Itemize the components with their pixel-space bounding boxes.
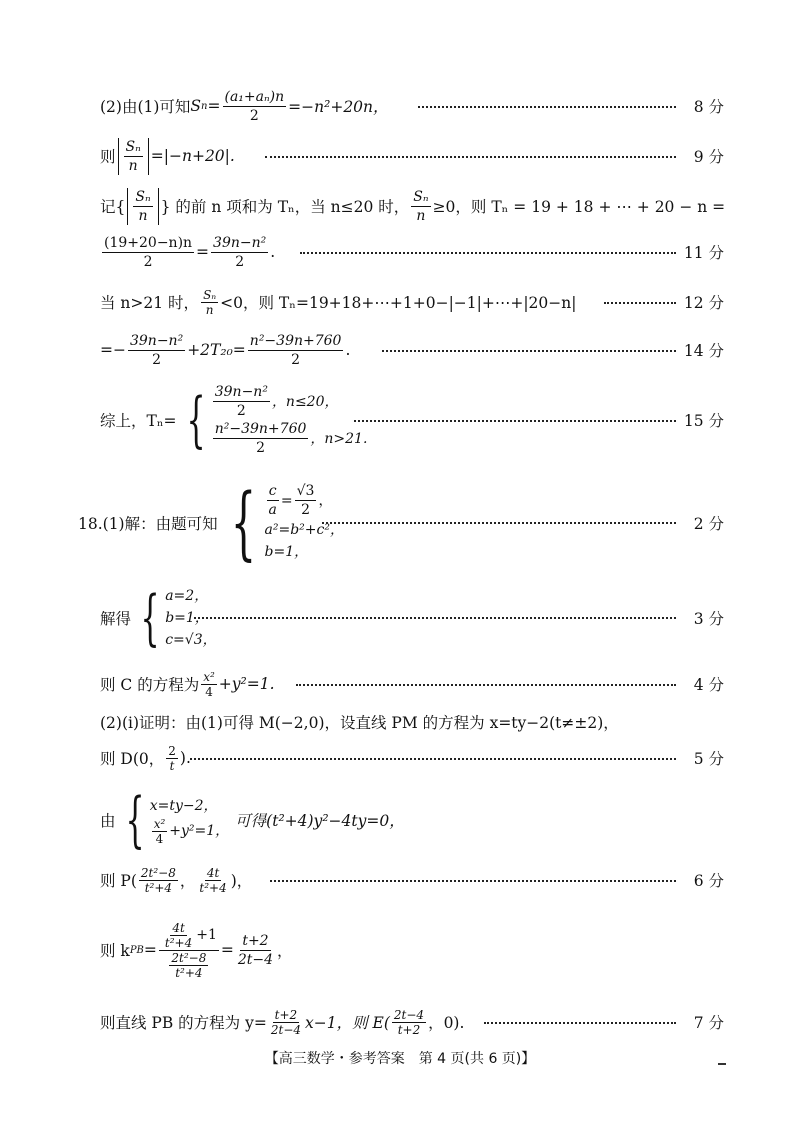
score-label: 7 分: [693, 1014, 724, 1032]
fraction: [211, 234, 268, 271]
fraction: [236, 932, 275, 969]
numerator: Sₙ: [203, 287, 217, 302]
denominator: a: [268, 502, 277, 518]
score-label: 11 分: [683, 244, 724, 262]
fraction: [392, 1008, 426, 1037]
leader-dots: [194, 617, 676, 619]
equals: =: [196, 243, 210, 261]
denominator: t²+4: [144, 880, 173, 895]
fraction: [411, 188, 430, 225]
compound-denominator: [165, 951, 212, 980]
solution-line-3: [0, 184, 800, 228]
solution-line-14: [0, 858, 800, 902]
solution-line-4: [0, 230, 800, 274]
denominator: 2: [291, 351, 301, 368]
leader-dots: [354, 420, 676, 422]
leader-dots: [322, 522, 676, 524]
page-footer: 【高三数学・参考答案 第 4 页(共 6 页)】: [264, 1051, 536, 1067]
text: 当 n>21 时，: [100, 294, 200, 312]
denominator: 4: [155, 831, 164, 846]
denominator: 2: [152, 351, 162, 368]
fraction: [269, 1008, 303, 1037]
fraction: [128, 332, 185, 369]
brace-symbol: {: [230, 475, 256, 569]
fraction: [152, 817, 168, 846]
text: ).: [179, 749, 191, 767]
equals: =: [207, 97, 221, 115]
denominator: n: [138, 207, 148, 224]
numerator: 2t²−8: [140, 865, 176, 880]
denominator: 2: [301, 502, 310, 518]
period: .: [345, 341, 351, 359]
period: .: [270, 243, 276, 261]
text: ≥0，则 Tₙ = 19 + 18 + ⋯ + 20 − n =: [432, 198, 726, 216]
text: 则 k: [100, 942, 130, 960]
expression: +2T₂₀=: [187, 341, 246, 359]
text: =−: [100, 341, 126, 359]
denominator: t²+4: [199, 880, 227, 895]
fraction: [248, 332, 344, 369]
solution-line-16: [0, 1000, 800, 1044]
denominator: 2: [236, 403, 246, 419]
denominator: n: [128, 157, 138, 174]
numerator: n²−39n+760: [214, 421, 307, 437]
fraction: [201, 288, 218, 317]
fraction: [133, 188, 152, 225]
comma: ，: [318, 492, 333, 509]
equation-1: x=ty−2，: [149, 797, 218, 814]
text: 记{: [100, 198, 126, 216]
fraction: [163, 921, 194, 950]
leader-dots: [296, 684, 676, 686]
fraction: [213, 420, 309, 457]
text: 则 C 的方程为: [100, 676, 200, 694]
numerator: (19+20−n)n: [104, 234, 193, 251]
numerator: Sₙ: [413, 188, 429, 205]
leader-dots: [484, 1022, 676, 1024]
leader-dots: [190, 758, 676, 760]
case-1: [211, 383, 368, 420]
text: 综上，Tₙ=: [100, 412, 177, 430]
condition: ，n>21.: [310, 430, 368, 447]
score-label: 2 分: [693, 514, 724, 533]
denominator: 2: [249, 107, 259, 124]
equals: =: [143, 941, 157, 959]
numerator: x²: [153, 816, 166, 831]
text: 解得: [100, 609, 132, 628]
solution-line-9: [0, 575, 800, 660]
equations: [150, 795, 229, 846]
numerator: x²: [203, 669, 215, 684]
solution-c: c=√3，: [165, 631, 217, 648]
denominator: t+2: [397, 1022, 421, 1037]
text: } 的前 n 项和为 Tₙ，当 n≤20 时，: [160, 198, 410, 216]
expression: =−n²+20n，: [288, 98, 389, 116]
numerator: 4t: [206, 865, 220, 880]
expression: +y²=1，: [169, 823, 230, 839]
text: 则: [100, 148, 116, 166]
numerator: (a₁+aₙ)n: [224, 88, 285, 105]
denominator: n: [416, 207, 426, 224]
numerator: Sₙ: [125, 138, 141, 155]
comma: ，: [179, 872, 196, 890]
score-label: 14 分: [683, 342, 724, 360]
numerator: t+2: [274, 1007, 298, 1022]
numerator: 39n−n²: [213, 234, 267, 251]
solution-line-7: [0, 375, 800, 465]
fraction: [102, 234, 194, 271]
text: )，: [230, 872, 253, 890]
numerator: 39n−n²: [129, 332, 184, 349]
comma: ，: [277, 942, 293, 960]
score-label: 8 分: [693, 98, 724, 116]
fraction: [201, 670, 217, 699]
solution-line-15: [0, 910, 800, 990]
solution-line-5: [0, 280, 800, 324]
absolute-value: [118, 138, 149, 175]
expression: +y²=1.: [218, 675, 275, 693]
fraction: [169, 951, 208, 980]
expression: =|−n+20|.: [150, 147, 235, 165]
piecewise-brace: [177, 383, 368, 457]
case-2: [211, 420, 368, 457]
fraction: [124, 138, 143, 175]
fraction: [295, 482, 317, 519]
numerator: √3: [296, 483, 315, 499]
text: 18.(1)解：由题可知: [78, 514, 218, 533]
brace-symbol: {: [125, 785, 145, 855]
denominator: 2: [143, 253, 153, 270]
denominator: t: [169, 758, 175, 773]
fraction: [139, 866, 178, 895]
numerator: n²−39n+760: [249, 332, 342, 349]
text: 则 P(: [100, 872, 137, 890]
numerator: t+2: [242, 932, 269, 949]
score-label: 9 分: [693, 148, 724, 166]
numerator: 2: [168, 743, 176, 758]
equation-2: [150, 817, 229, 846]
fraction: [197, 866, 228, 895]
solution-line-2: [0, 134, 800, 178]
denominator: t²+4: [164, 935, 193, 950]
solution-line-1: [0, 84, 800, 128]
numerator: 2t²−8: [171, 950, 207, 965]
score-label: 5 分: [693, 750, 724, 768]
score-label: 3 分: [693, 609, 724, 628]
expression: +1: [196, 927, 217, 943]
fraction: [223, 88, 287, 125]
score-label: 4 分: [693, 676, 724, 694]
solution-line-6: [0, 328, 800, 372]
compound-numerator: [159, 921, 219, 951]
equals: =: [280, 492, 293, 509]
leader-dots: [418, 106, 676, 108]
text: (2)(ⅰ)证明：由(1)可得 M(−2,0)，设直线 PM 的方程为 x=ty−2(t≠±2)，: [100, 714, 619, 732]
cases: [211, 383, 368, 457]
denominator: 2: [235, 253, 245, 270]
text: 则直线 PB 的方程为 y=: [100, 1014, 267, 1032]
leader-dots: [382, 350, 676, 352]
numerator: 39n−n²: [214, 384, 268, 400]
solution-b: b=1，: [165, 609, 209, 626]
numerator: Sₙ: [135, 188, 151, 205]
score-label: 15 分: [683, 412, 724, 430]
system-brace: [116, 785, 230, 855]
absolute-value: [127, 188, 158, 225]
text: 由: [100, 812, 116, 830]
leader-dots: [265, 156, 676, 158]
equation-3: b=1，: [264, 544, 309, 560]
denominator: 4: [205, 684, 213, 699]
solution-a: a=2，: [165, 587, 209, 604]
fraction: [267, 482, 279, 519]
numerator: c: [268, 483, 277, 499]
expression: <0，则 Tₙ=19+18+⋯+1+0−|−1|+⋯+|20−n|: [220, 294, 577, 312]
solution-line-12: [0, 736, 800, 780]
denominator: 2: [256, 440, 266, 456]
fraction: [166, 744, 178, 773]
fraction: [213, 383, 270, 420]
numerator: 4t: [172, 920, 185, 935]
expression: 可得(t²+4)y²−4ty=0，: [235, 812, 405, 830]
subscript: n: [201, 100, 208, 112]
expression: x−1，则 E(: [305, 1014, 390, 1032]
leader-dots: [270, 880, 676, 882]
denominator: 2t−4: [270, 1022, 302, 1037]
condition: ，n≤20，: [271, 393, 339, 410]
denominator: 2t−4: [237, 951, 274, 968]
text: (2)由(1)可知: [100, 98, 191, 116]
solution-line-8: [0, 475, 800, 570]
text: 则 D(0，: [100, 750, 165, 768]
solution-line-13: [0, 780, 800, 860]
numerator: 2t−4: [393, 1007, 425, 1022]
leader-dots: [604, 302, 676, 304]
subscript: PB: [129, 944, 144, 956]
text: ，0).: [428, 1014, 465, 1032]
score-label: 6 分: [693, 872, 724, 890]
equals: =: [220, 941, 234, 959]
denominator: t²+4: [175, 965, 203, 980]
denominator: n: [205, 302, 214, 317]
brace-symbol: {: [186, 385, 206, 455]
equation-2: a²=b²+c²，: [264, 522, 344, 538]
corner-mark: [718, 1063, 726, 1065]
equation-1: [265, 482, 344, 519]
leader-dots: [300, 252, 676, 254]
score-label: 12 分: [683, 294, 724, 312]
brace-symbol: {: [140, 582, 160, 653]
compound-fraction: [159, 921, 219, 980]
sum-symbol: S: [190, 97, 202, 115]
